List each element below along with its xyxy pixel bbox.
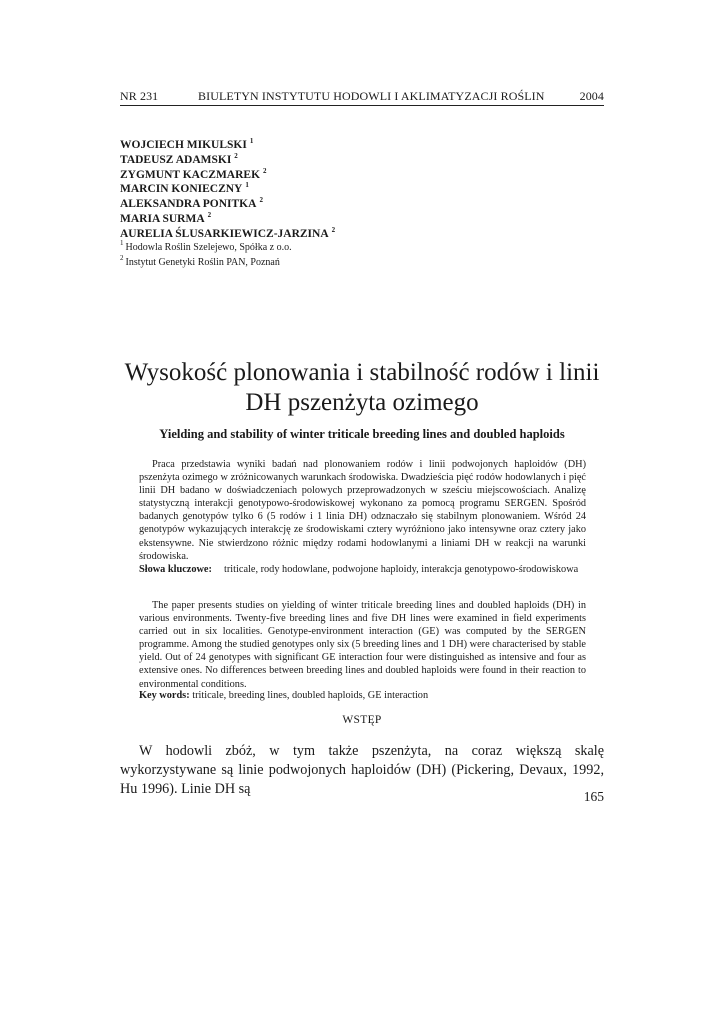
author-name: ALEKSANDRA PONITKA $^2$ (120, 196, 263, 211)
paper-title-polish: Wysokość plonowania i stabilność rodów i linii DH pszenżyta ozimego (124, 359, 600, 416)
author-name: AURELIA ŚLUSARKIEWICZ-JARZINA $^2$ (120, 225, 336, 240)
abstract-english: The paper presents studies on yielding of winter triticale breeding lines and doubled haploids (DH) in various environments. Twenty-five breeding lines and five DH lines were examined in field experiments carried out in six localities. Genotype-environment interaction (GE) was computed by the SERGEN programme. Among the studied genotypes only six (5 breeding lines and 1 DH) were characterised by stable yield. Out of 24 genotypes with significant GE interaction four were distinguished as intensive and four as extensive ones. No differences between breeding lines and doubled haploids were found in their reaction to environmental conditions. (139, 600, 586, 690)
paper-title-english: Yielding and stability of winter triticale breeding lines and doubled haploids (159, 427, 565, 441)
running-header (120, 89, 604, 105)
author-name: MARIA SURMA $^2$ (120, 210, 212, 225)
affiliation: $^2$ Instytut Genetyki Roślin PAN, Poznań (120, 254, 280, 269)
journal-title: BIULETYN INSTYTUTU HODOWLI I AKLIMATYZACJI ROŚLIN (198, 89, 545, 103)
publication-year: 2004 (579, 89, 604, 103)
author-block (120, 134, 520, 269)
keywords-text: triticale, breeding lines, doubled haploids, GE interaction (192, 690, 429, 701)
keywords-english (139, 689, 586, 702)
body-paragraph: W hodowli zbóż, w tym także pszenżyta, na coraz większą skalę wykorzystywane są linie podwojonych haploidów (DH) (Pickering, Devaux, 1992, Hu 1996). Linie DH są (120, 743, 604, 797)
author-name: ZYGMUNT KACZMAREK $^2$ (120, 166, 267, 181)
affiliation: $^1$ Hodowla Roślin Szelejewo, Spółka z o.o. (120, 238, 292, 253)
author-name: WOJCIECH MIKULSKI $^1$ (120, 137, 254, 151)
keywords-label: Key words: (139, 690, 190, 701)
page-number: 165 (583, 789, 604, 804)
header-rule (120, 105, 604, 106)
issue-number: NR 231 (120, 89, 159, 103)
author-name: MARCIN KONIECZNY $^1$ (120, 181, 249, 196)
abstract-polish: Praca przedstawia wyniki badań nad plonowaniem rodów i linii podwojonych haploidów (DH) pszenżyta ozimego w zróżnicowanych warunkach środowiska. Dwadzieścia pięć rodów hodowlanych i pięć linii DH badano w doświadczeniach polowych przeprowadzonych w sześciu miejscowościach. Analizę statystyczną interakcji genotypowo-środowiskowej wykonano za pomocą programu SERGEN. Spośród badanych genotypów tylko 6 (5 rodów i 1 linia DH) odznaczało się stabilnym plonowaniem. Wśród 24 genotypów wykazujących interakcję ze środowiskami cztery wyróżniono jako intensywne oraz cztery jako ekstensywne. Nie stwierdzono różnic między rodami hodowlanymi a liniami DH w reakcji na warunki środowiska. (139, 459, 586, 562)
section-heading: WSTĘP (342, 714, 382, 726)
keywords-text: triticale, rody hodowlane, podwojone haploidy, interakcja genotypowo-środowiskowa (224, 564, 579, 575)
author-name: TADEUSZ ADAMSKI $^2$ (120, 151, 238, 166)
keywords-label: Słowa kluczowe: (139, 564, 212, 575)
